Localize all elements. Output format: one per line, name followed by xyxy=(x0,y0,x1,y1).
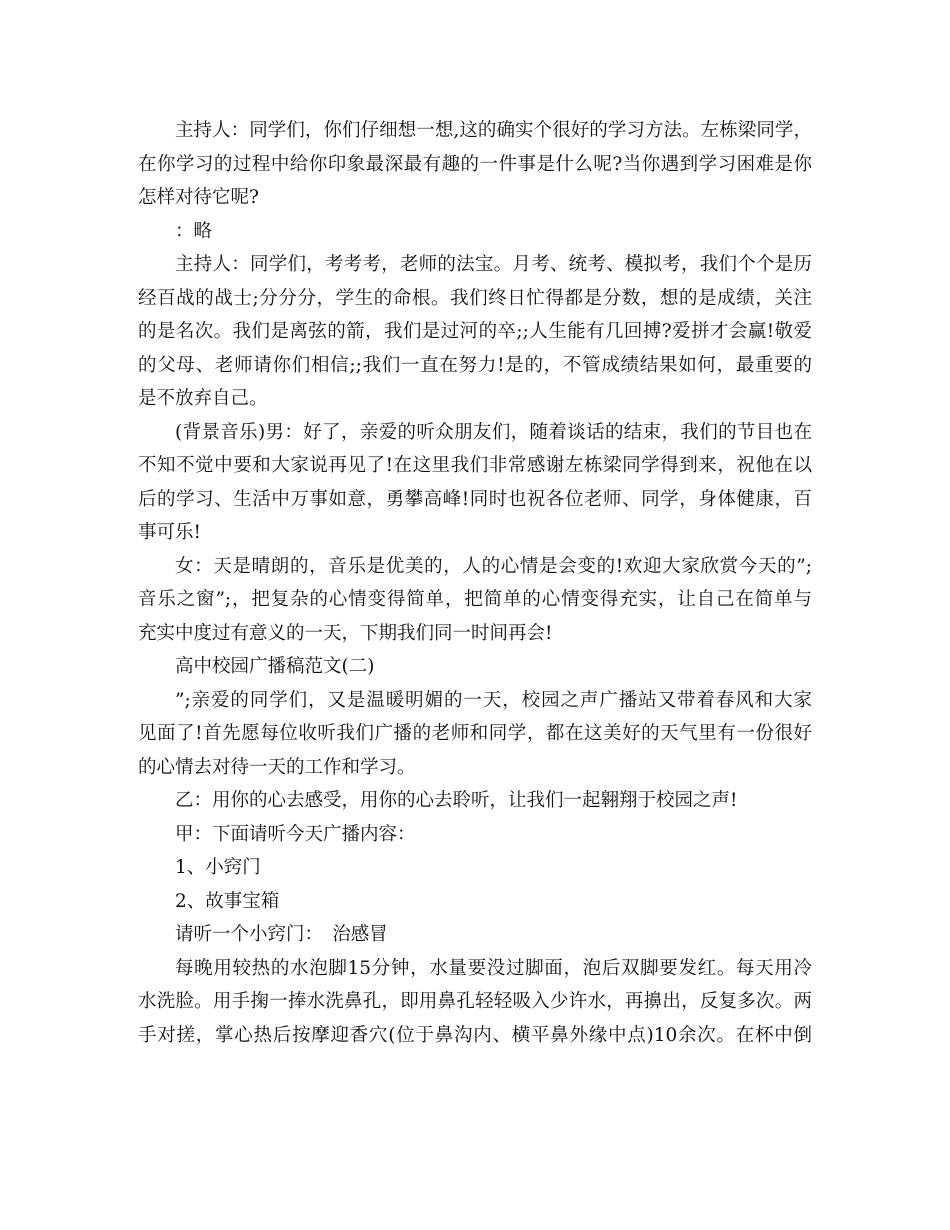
paragraph-line: 充实中度过有意义的一天，下期我们同一时间再会! xyxy=(138,622,553,644)
paragraph-line: 怎样对待它呢? xyxy=(138,187,259,208)
list-item: 1、小窍门 xyxy=(175,857,261,878)
paragraph-line: 女：天是晴朗的，音乐是优美的，人的心情是会变的!欢迎大家欣赏今天的”; xyxy=(175,555,812,577)
paragraph-line: 每晚用较热的水泡脚15分钟，水量要没过脚面，泡后双脚要发红。每天用冷 xyxy=(175,957,812,979)
paragraph-line: 甲：下面请听今天广播内容： xyxy=(175,823,416,845)
paragraph-line: ”;亲爱的同学们，又是温暖明媚的一天，校园之声广播站又带着春风和大家 xyxy=(175,689,812,711)
paragraph-line: 请听一个小窍门： 治感冒 xyxy=(175,924,388,945)
list-item: 2、故事宝箱 xyxy=(175,890,280,912)
paragraph-line: 乙：用你的心去感受，用你的心去聆听，让我们一起翱翔于校园之声! xyxy=(175,790,738,811)
paragraph-line: 后的学习、生活中万事如意，勇攀高峰!同时也祝各位老师、同学，身体健康，百 xyxy=(138,488,812,510)
paragraph-line: ：略 xyxy=(175,220,213,242)
paragraph-line: (背景音乐)男：好了，亲爱的听众朋友们，随着谈话的结束，我们的节目也在 xyxy=(175,421,812,443)
paragraph-line: 的父母、老师请你们相信;;我们一直在努力!是的，不管成绩结果如何，最重要的 xyxy=(138,354,812,376)
paragraph-line: 主持人：同学们，你们仔细想一想,这的确实个很好的学习方法。左栋梁同学， xyxy=(175,120,812,141)
paragraph-line: 的心情去对待一天的工作和学习。 xyxy=(138,756,416,778)
paragraph-line: 不知不觉中要和大家说再见了!在这里我们非常感谢左栋梁同学得到来，祝他在以 xyxy=(138,455,812,476)
paragraph-line: 见面了!首先愿每位收听我们广播的老师和同学，都在这美好的天气里有一份很好 xyxy=(138,723,812,744)
paragraph-line: 主持人：同学们，考考考，老师的法宝。月考、统考、模拟考，我们个个是历 xyxy=(175,254,812,275)
paragraph-line: 事可乐! xyxy=(138,522,201,543)
paragraph-line: 经百战的战士;分分分，学生的命根。我们终日忙得都是分数，想的是成绩，关注 xyxy=(138,287,812,309)
section-heading: 高中校园广播稿范文(二) xyxy=(175,656,375,677)
paragraph-line: 水洗脸。用手掬一捧水洗鼻孔，即用鼻孔轻轻吸入少许水，再擤出，反复多次。两 xyxy=(138,991,812,1012)
paragraph-line: 在你学习的过程中给你印象最深最有趣的一件事是什么呢?当你遇到学习困难是你 xyxy=(138,153,812,175)
paragraph-line: 是不放弃自己。 xyxy=(138,388,268,409)
paragraph-line: 的是名次。我们是离弦的箭，我们是过河的卒;;人生能有几回搏?爱拼才会赢!敬爱 xyxy=(138,321,812,342)
paragraph-line: 音乐之窗”;，把复杂的心情变得简单，把简单的心情变得充实，让自己在简单与 xyxy=(138,589,812,610)
paragraph-line: 手对搓，掌心热后按摩迎香穴(位于鼻沟内、横平鼻外缘中点)10余次。在杯中倒 xyxy=(138,1024,812,1046)
